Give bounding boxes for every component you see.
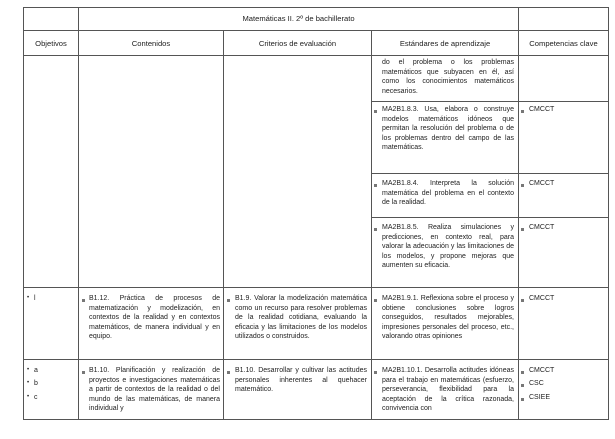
competence-cmcct: CMCCT — [529, 367, 555, 374]
bullet-icon — [82, 371, 85, 374]
bullet-icon — [227, 299, 230, 302]
competence-8-3: CMCCT — [529, 106, 555, 113]
rule-top — [23, 7, 609, 8]
competence-8-4: CMCCT — [529, 180, 555, 187]
objective-bullet: • — [27, 380, 30, 386]
bullet-icon — [521, 184, 524, 187]
bullet-icon — [374, 299, 377, 302]
objective-a: a — [34, 367, 38, 374]
objective-c: c — [34, 394, 38, 401]
table-title: Matemáticas II. 2º de bachillerato — [242, 14, 355, 23]
rule-row-i-top — [23, 287, 609, 288]
bullet-icon — [374, 228, 377, 231]
competence-9-1: CMCCT — [529, 295, 555, 302]
header-contenidos: Contenidos — [131, 39, 171, 48]
objective-l: l — [34, 295, 36, 302]
standard-8-4: MA2B1.8.4. Interpreta la solución matemática del problema en el contexto de la realidad. — [382, 180, 514, 207]
standard-8-3: MA2B1.8.3. Usa, elabora o construye modelos matemáticos idóneos que permitan la resolución del problema o de los problemas dentro del campo de las matemáticas. — [382, 106, 514, 152]
rule-col-2 — [223, 30, 224, 420]
standard-10-1: MA2B1.10.1. Desarrolla actitudes idóneas para el trabajo en matemáticas (esfuerzo, perseverancia, flexibilidad para la aceptación de la crítica razonada, convivencia con — [382, 367, 514, 413]
rule-std-1 — [371, 101, 609, 102]
bullet-icon — [521, 228, 524, 231]
bullet-icon — [521, 299, 524, 302]
competence-8-5: CMCCT — [529, 224, 555, 231]
header-estandares: Estándares de aprendizaje — [399, 39, 491, 48]
criterion-b1-9: B1.9. Valorar la modelización matemática como un recurso para resolver problemas de la realidad cotidiana, evaluando la eficacia y las limitaciones de los modelos utilizados o construidos. — [235, 295, 367, 341]
header-criterios: Criterios de evaluación — [258, 39, 337, 48]
rule-std-3 — [371, 217, 609, 218]
rule-std-2 — [371, 173, 609, 174]
rule-col-4 — [518, 7, 519, 420]
rule-title-bottom — [23, 30, 609, 31]
header-objetivos: Objetivos — [35, 39, 67, 48]
rule-right — [608, 7, 609, 420]
bullet-icon — [374, 184, 377, 187]
competence-csiee: CSIEE — [529, 394, 551, 401]
rule-row-last-top — [23, 359, 609, 360]
bullet-icon — [521, 371, 524, 374]
content-b1-10: B1.10. Planificación y realización de proyectos e investigaciones matemáticas a partir de contextos de la realidad o del mundo de las matemáticas, de manera individual y — [89, 367, 220, 413]
bullet-icon — [521, 110, 524, 113]
bullet-icon — [227, 371, 230, 374]
objective-b: b — [34, 380, 38, 387]
rule-left — [23, 7, 24, 420]
objective-bullet: • — [27, 394, 30, 400]
standard-continuation: do el problema o los problemas matemáticos que subyacen en él, así como los conocimientos matemáticos necesarios. — [382, 59, 514, 95]
bullet-icon — [521, 384, 524, 387]
rule-header-bottom — [23, 55, 609, 56]
bullet-icon — [374, 371, 377, 374]
bullet-icon — [82, 299, 85, 302]
header-competencias: Competencias clave — [529, 39, 598, 48]
standard-8-5: MA2B1.8.5. Realiza simulaciones y predicciones, en contexto real, para valorar la adecuación y las limitaciones de los modelos, y propone mejoras que aumenten su eficacia. — [382, 224, 514, 270]
rule-bottom — [23, 419, 609, 420]
objective-bullet: • — [27, 367, 30, 373]
content-b1-12: B1.12. Práctica de procesos de matematización y modelización, en contextos de la realidad y en contextos matemáticos, de manera individual y en equipo. — [89, 295, 220, 341]
competence-csc: CSC — [529, 380, 544, 387]
standard-9-1: MA2B1.9.1. Reflexiona sobre el proceso y obtiene conclusiones sobre logros conseguidos, resultados mejorables, impresiones personales del proceso, etc., valorando otras opiniones — [382, 295, 514, 341]
criterion-b1-10: B1.10. Desarrollar y cultivar las actitudes personales inherentes al quehacer matemático. — [235, 367, 367, 394]
bullet-icon — [374, 110, 377, 113]
rule-col-3 — [371, 30, 372, 420]
bullet-icon — [521, 398, 524, 401]
objective-bullet: • — [27, 295, 30, 301]
rule-col-1 — [78, 7, 79, 420]
